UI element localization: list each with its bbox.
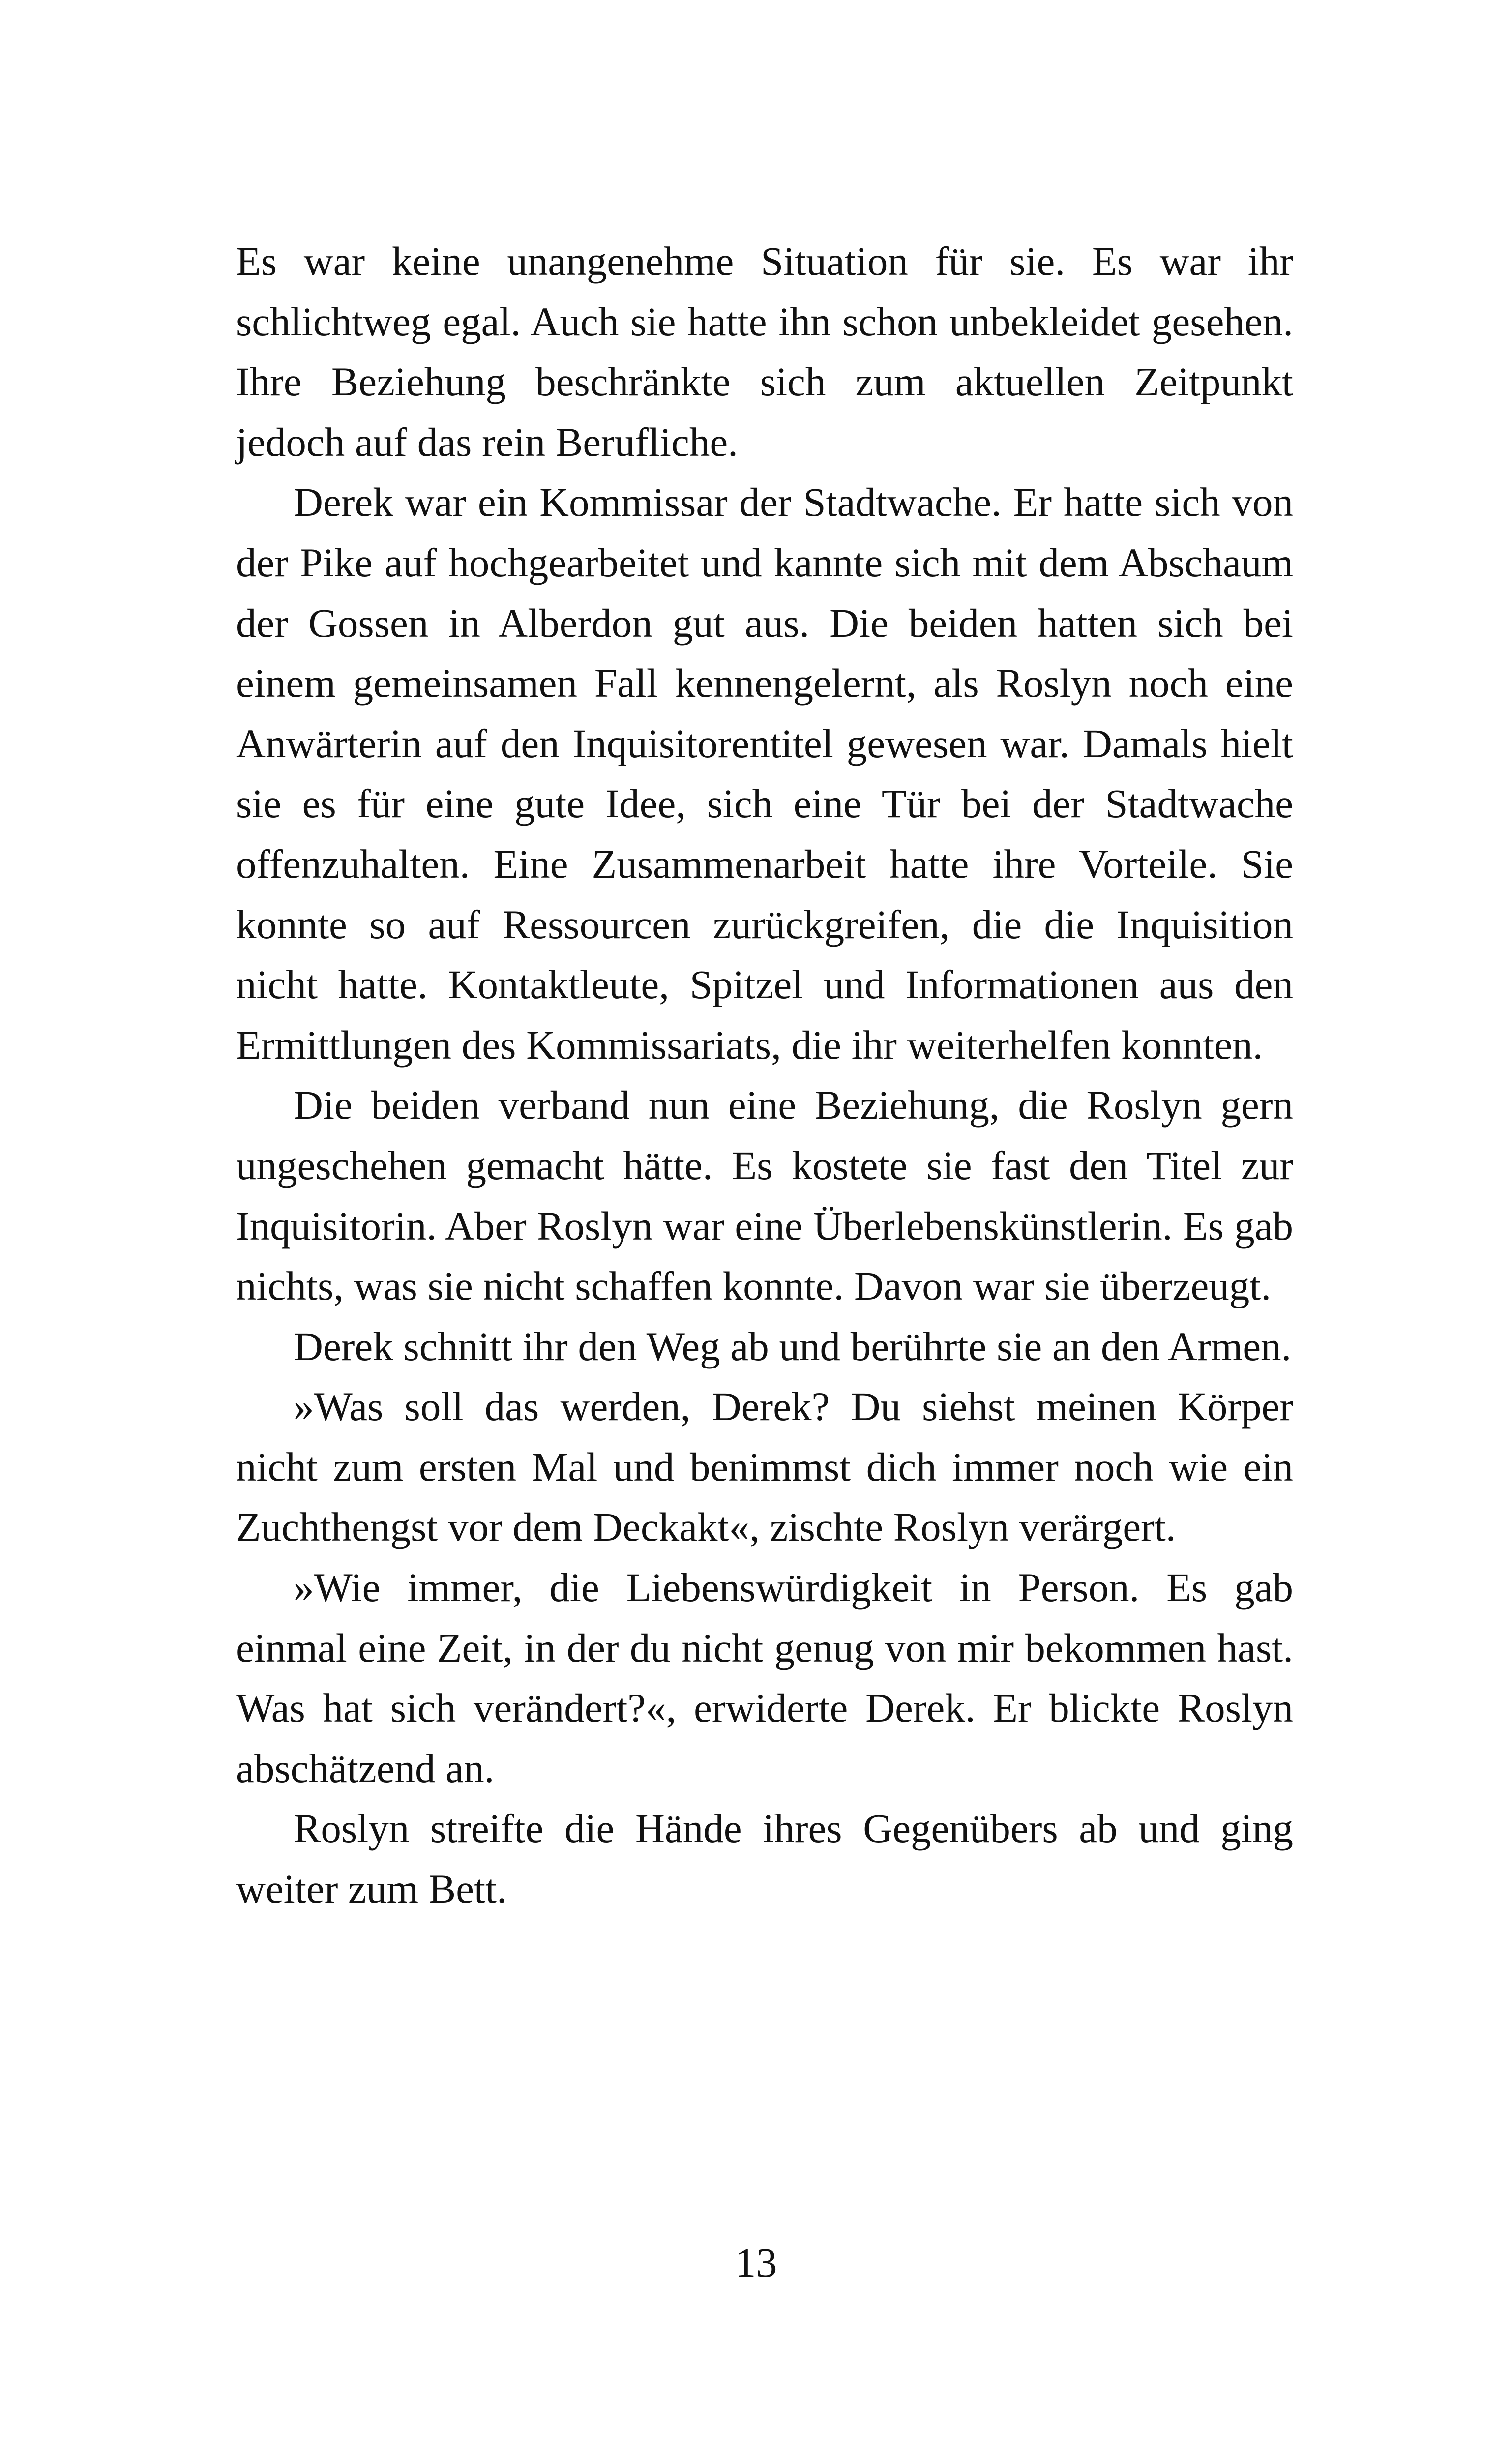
page-number: 13 (735, 2239, 777, 2286)
paragraph-6: »Wie immer, die Liebenswürdigkeit in Person. Es gab einmal eine Zeit, in der du nicht genug von mir bekommen hast. Was hat sich verändert?«, erwiderte Derek. Er blickte Roslyn abschätzend an. (236, 1565, 1293, 1791)
paragraph-3: Die beiden verband nun eine Beziehung, die Roslyn gern ungeschehen gemacht hätte. Es kostete sie fast den Titel zur Inquisitorin. Aber Roslyn war eine Überlebenskünstlerin. Es gab nichts, was sie nicht schaffen konnte. Davon war sie überzeugt. (236, 1082, 1293, 1309)
paragraph-7: Roslyn streifte die Hände ihres Gegenübers ab und ging weiter zum Bett. (236, 1806, 1293, 1912)
body-text (236, 231, 1293, 1919)
paragraph-4: Derek schnitt ihr den Weg ab und berührte sie an den Armen. (294, 1323, 1292, 1369)
paragraph-1: Es war keine unangenehme Situation für sie. Es war ihr schlichtweg egal. Auch sie hatte ihn schon unbekleidet gesehen. Ihre Beziehung beschränkte sich zum aktuellen Zeitpunkt jedoch auf das rein Berufliche. (236, 238, 1293, 465)
paragraph-2: Derek war ein Kommissar der Stadtwache. Er hatte sich von der Pike auf hochgearbeitet und kannte sich mit dem Abschaum der Gossen in Alberdon gut aus. Die beiden hatten sich bei einem gemeinsamen Fall kennengelernt, als Roslyn noch eine Anwärterin auf den Inquisitorentitel gewesen war. Damals hielt sie es für eine gute Idee, sich eine Tür bei der Stadtwache offenzuhalten. Eine Zusammenarbeit hatte ihre Vorteile. Sie konnte so auf Ressourcen zurückgreifen, die die Inquisition nicht hatte. Kontaktleute, Spitzel und Informationen aus den Ermittlungen des Kommissariats, die ihr weiterhelfen konnten. (236, 479, 1293, 1068)
paragraph-5: »Was soll das werden, Derek? Du siehst meinen Körper nicht zum ersten Mal und benimmst dich immer noch wie ein Zuchthengst vor dem Deckakt«, zischte Roslyn verärgert. (236, 1384, 1293, 1550)
